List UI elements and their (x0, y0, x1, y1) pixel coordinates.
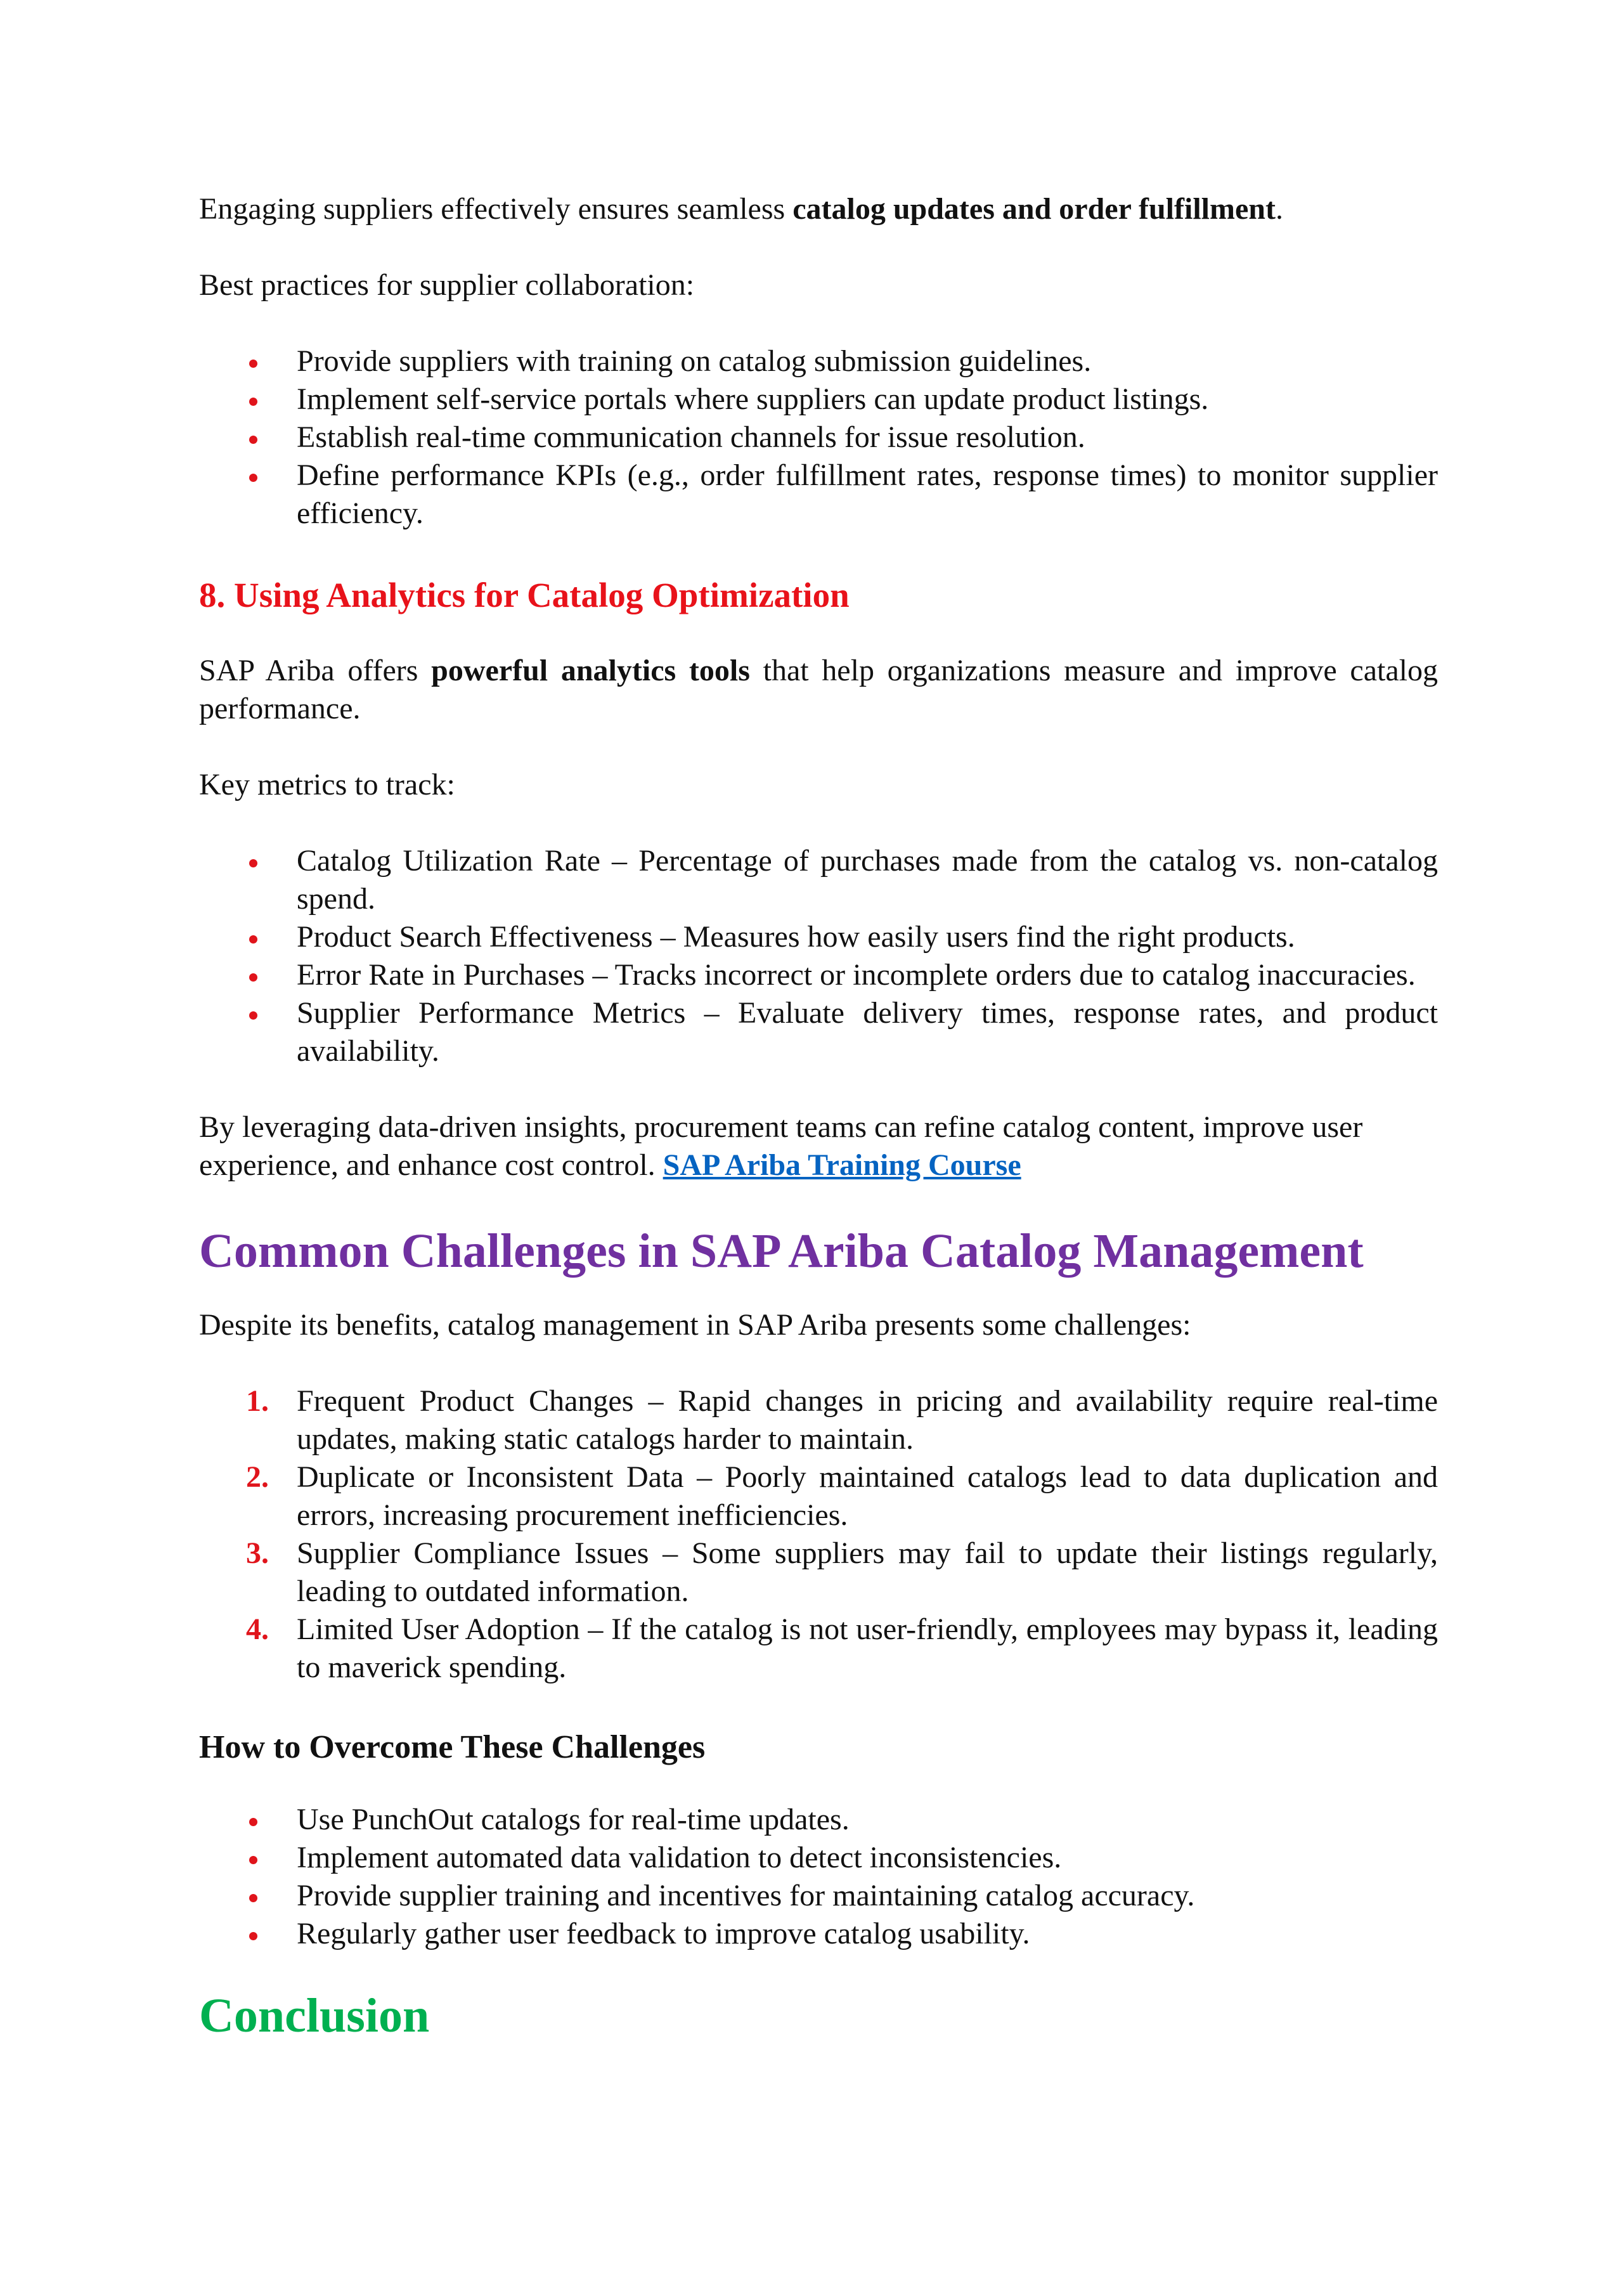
intro-paragraph (199, 190, 1438, 228)
list-item (199, 1458, 1438, 1534)
bullet-icon (249, 360, 257, 368)
bullet-icon (249, 1011, 257, 1020)
overcome-heading: How to Overcome These Challenges (199, 1729, 706, 1765)
challenges-list (199, 1382, 1438, 1687)
analytics-bold: powerful analytics tools (431, 654, 750, 687)
list-item-text: Duplicate or Inconsistent Data – Poorly maintained catalogs lead to data duplication and errors, increasing procurement inefficiencies. (297, 1460, 1438, 1532)
section-heading-analytics: 8. Using Analytics for Catalog Optimization (199, 576, 850, 614)
list-item (199, 1382, 1438, 1458)
collab-list (199, 342, 1438, 533)
bullet-icon (249, 935, 257, 944)
list-item-text: Use PunchOut catalogs for real-time updates. (297, 1803, 850, 1836)
list-item-text: Supplier Compliance Issues – Some suppliers may fail to update their listings regularly, leading to outdated information. (297, 1536, 1438, 1608)
list-item-text: Supplier Performance Metrics – Evaluate delivery times, response rates, and product availability. (297, 996, 1438, 1068)
list-item (199, 1534, 1438, 1611)
list-item-text: Catalog Utilization Rate – Percentage of purchases made from the catalog vs. non-catalog spend. (297, 844, 1438, 916)
list-item-text: Establish real-time communication channels for issue resolution. (297, 420, 1085, 454)
challenges-heading: Common Challenges in SAP Ariba Catalog Management (199, 1224, 1364, 1278)
list-item (199, 956, 1438, 994)
list-item-text: Frequent Product Changes – Rapid changes in pricing and availability require real-time updates, making static catalogs harder to maintain. (297, 1384, 1438, 1456)
list-item (199, 1839, 1438, 1877)
list-item-text: Limited User Adoption – If the catalog is not user-friendly, employees may bypass it, leading to maverick spending. (297, 1612, 1438, 1684)
metrics-lead: Key metrics to track: (199, 768, 455, 801)
bullet-icon (249, 1818, 257, 1826)
list-item-text: Provide suppliers with training on catalog submission guidelines. (297, 344, 1092, 378)
bullet-icon (249, 1894, 257, 1902)
bullet-icon (249, 398, 257, 406)
list-item (199, 342, 1438, 380)
list-item-text: Provide supplier training and incentives for maintaining catalog accuracy. (297, 1879, 1195, 1912)
list-item (199, 994, 1438, 1070)
list-item (199, 418, 1438, 457)
list-number: 4. (246, 1612, 269, 1646)
bullet-icon (249, 1932, 257, 1940)
list-item-text: Define performance KPIs (e.g., order fulfillment rates, response times) to monitor supplier efficiency. (297, 458, 1438, 530)
bullet-icon (249, 1856, 257, 1864)
analytics-text: SAP Ariba offers (199, 654, 432, 687)
list-item (199, 380, 1438, 418)
intro-bold: catalog updates and order fulfillment (792, 192, 1276, 226)
collab-lead: Best practices for supplier collaboration: (199, 268, 695, 302)
overcome-list (199, 1801, 1438, 1953)
list-item (199, 1611, 1438, 1687)
list-number: 2. (246, 1460, 269, 1494)
bullet-icon (249, 436, 257, 444)
training-course-link[interactable]: SAP Ariba Training Course (663, 1148, 1021, 1182)
list-number: 1. (246, 1384, 269, 1418)
analytics-text-end: that help organizations measure and improve catalog performance. (199, 654, 1438, 725)
bullet-icon (249, 474, 257, 482)
analytics-closing (199, 1108, 1438, 1184)
challenges-lead: Despite its benefits, catalog management in SAP Ariba presents some challenges: (199, 1308, 1191, 1342)
list-item-text: Regularly gather user feedback to improve catalog usability. (297, 1917, 1030, 1950)
list-item (199, 1877, 1438, 1915)
list-item-text: Implement self-service portals where suppliers can update product listings. (297, 382, 1209, 416)
list-item (199, 457, 1438, 533)
list-item (199, 1915, 1438, 1953)
list-item-text: Implement automated data validation to detect inconsistencies. (297, 1841, 1062, 1874)
list-number: 3. (246, 1536, 269, 1570)
closing-text: By leveraging data-driven insights, procurement teams can refine catalog content, improve user experience, and enhance cost control. (199, 1110, 1363, 1182)
bullet-icon (249, 973, 257, 982)
list-item-text: Product Search Effectiveness – Measures how easily users find the right products. (297, 920, 1295, 954)
bullet-icon (249, 859, 257, 867)
analytics-paragraph (199, 652, 1438, 728)
list-item (199, 1801, 1438, 1839)
metrics-list (199, 842, 1438, 1070)
conclusion-heading: Conclusion (199, 1989, 430, 2042)
intro-end: . (1275, 192, 1283, 226)
list-item-text: Error Rate in Purchases – Tracks incorrect or incomplete orders due to catalog inaccuracies. (297, 958, 1416, 992)
document-page (199, 190, 1438, 2044)
intro-text: Engaging suppliers effectively ensures seamless (199, 192, 793, 226)
list-item (199, 842, 1438, 918)
list-item (199, 918, 1438, 956)
